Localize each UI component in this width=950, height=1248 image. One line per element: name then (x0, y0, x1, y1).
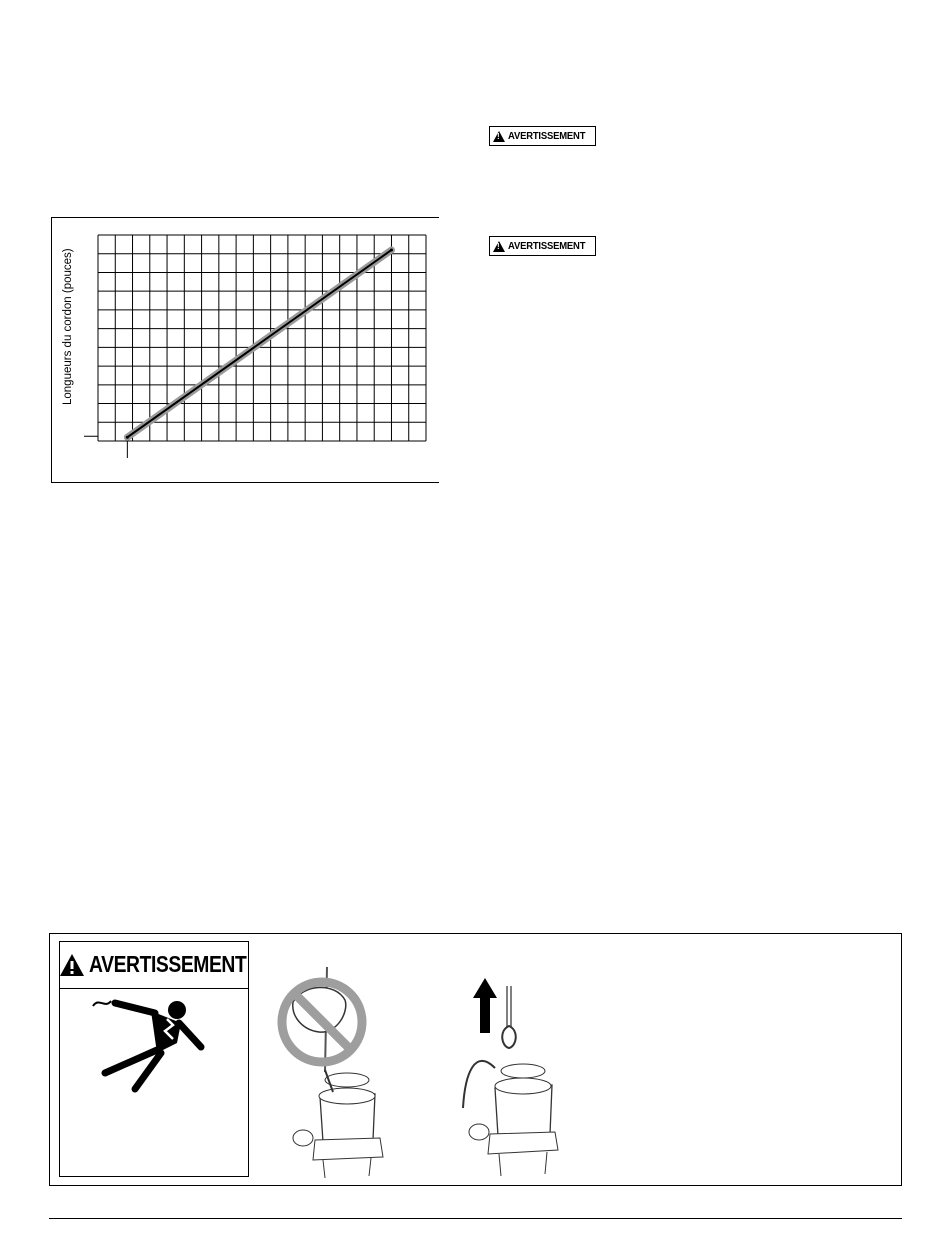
warning-card-label: AVERTISSEMENT (89, 951, 247, 977)
electric-shock-icon (85, 993, 215, 1098)
footer-rule (49, 1218, 902, 1219)
warning-tag-1-label: AVERTISSEMENT (508, 130, 586, 142)
warning-tag-2-label: AVERTISSEMENT (508, 240, 586, 252)
warning-triangle-icon (59, 953, 85, 977)
chart-y-axis-label: Longueurs du cordon (pouces) (62, 248, 74, 405)
lift-by-handle-icon (455, 978, 565, 1183)
series-point (390, 248, 393, 251)
prohibited-lift-by-cord-icon (275, 962, 385, 1182)
cord-length-chart (0, 0, 950, 520)
series-point (126, 436, 129, 439)
warning-card-header (59, 941, 249, 989)
